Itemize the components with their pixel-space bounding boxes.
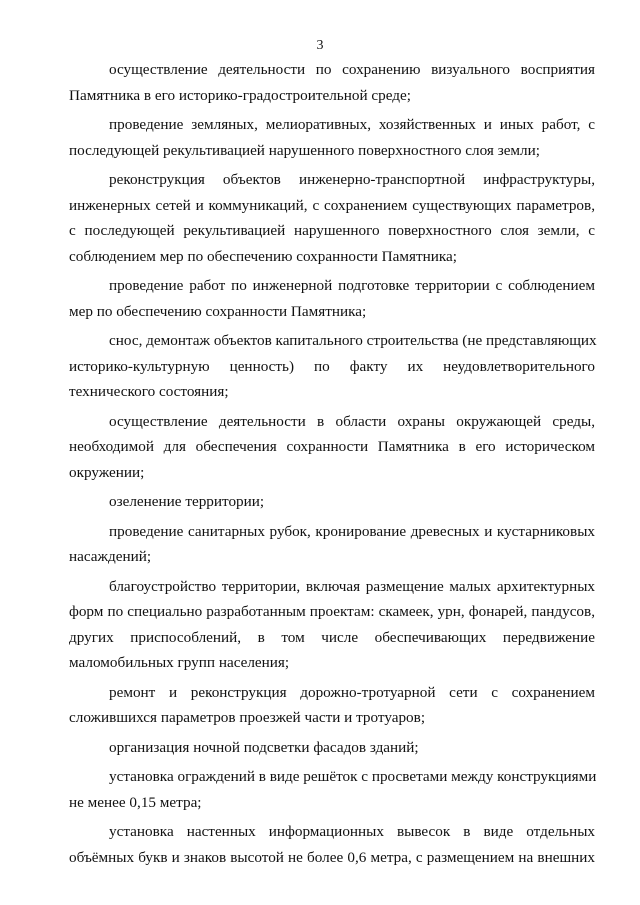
paragraph bbox=[69, 167, 595, 269]
text-line: последующей рекультивацией нарушенного поверхностного слоя земли; bbox=[69, 141, 540, 159]
text-line: технического состояния; bbox=[69, 383, 229, 400]
text-line: объёмных букв и знаков высотой не более 0,6 метра, с размещением на внешних bbox=[69, 848, 595, 866]
text-line: маломобильных групп населения; bbox=[69, 654, 290, 671]
text-line: озеленение территории; bbox=[109, 493, 265, 510]
paragraph bbox=[69, 680, 595, 731]
text-line: установка ограждений в виде решёток с просветами между конструкциями bbox=[109, 768, 597, 785]
text-line: осуществление деятельности в области охраны окружающей среды, bbox=[109, 412, 595, 430]
text-line: с последующей рекультивацией нарушенного поверхностного слоя земли, с bbox=[69, 222, 595, 239]
page-number: 3 bbox=[316, 38, 324, 53]
paragraph bbox=[69, 519, 595, 570]
text-line: инженерных сетей и коммуникаций, с сохранением существующих параметров, bbox=[69, 196, 595, 214]
text-line: организация ночной подсветки фасадов зданий; bbox=[109, 738, 419, 756]
text-line: проведение земляных, мелиоративных, хозяйственных и иных работ, с bbox=[109, 116, 595, 133]
text-line: Памятника в его историко-градостроительной среде; bbox=[69, 86, 411, 104]
text-line: окружении; bbox=[69, 463, 145, 481]
paragraph bbox=[69, 112, 595, 163]
text-line: не менее 0,15 метра; bbox=[69, 793, 202, 811]
paragraph bbox=[69, 735, 595, 761]
text-line: реконструкция объектов инженерно-транспортной инфраструктуры, bbox=[109, 171, 595, 188]
text-line: сложившихся параметров проезжей части и тротуаров; bbox=[69, 709, 426, 726]
text-line: осуществление деятельности по сохранению визуального восприятия bbox=[109, 61, 595, 78]
paragraph bbox=[69, 328, 595, 405]
text-line: снос, демонтаж объектов капитального строительства (не представляющих bbox=[109, 332, 597, 349]
paragraph bbox=[69, 409, 595, 486]
text-line: соблюдением мер по обеспечению сохранности Памятника; bbox=[69, 247, 457, 265]
paragraph bbox=[69, 819, 595, 870]
text-line: проведение санитарных рубок, кронирование древесных и кустарниковых bbox=[109, 522, 595, 540]
text-line: насаждений; bbox=[69, 548, 152, 565]
text-line: историко-культурную ценность) по факту их неудовлетворительного bbox=[69, 357, 595, 375]
text-line: проведение работ по инженерной подготовке территории с соблюдением bbox=[109, 277, 595, 294]
paragraph bbox=[69, 764, 595, 815]
paragraph bbox=[69, 489, 595, 515]
document-body bbox=[69, 57, 595, 874]
text-line: ремонт и реконструкция дорожно-тротуарной сети с сохранением bbox=[109, 683, 595, 701]
text-line: мер по обеспечению сохранности Памятника; bbox=[69, 302, 367, 320]
paragraph bbox=[69, 273, 595, 324]
text-line: необходимой для обеспечения сохранности Памятника в его историческом bbox=[69, 438, 595, 455]
text-line: благоустройство территории, включая размещение малых архитектурных bbox=[109, 577, 595, 595]
text-line: форм по специально разработанным проектам: скамеек, урн, фонарей, пандусов, bbox=[69, 603, 595, 620]
text-line: других приспособлений, в том числе обеспечивающих передвижение bbox=[69, 628, 595, 646]
paragraph bbox=[69, 574, 595, 676]
paragraph bbox=[69, 57, 595, 108]
text-line: установка настенных информационных вывесок в виде отдельных bbox=[109, 823, 595, 840]
